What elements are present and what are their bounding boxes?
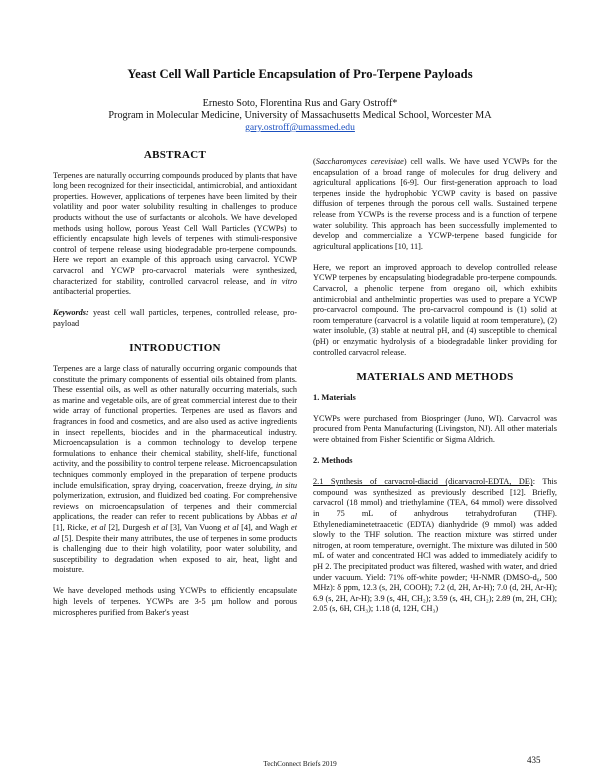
keywords: yeast cell wall particles, terpenes, controlled release, pro-payload: [53, 308, 297, 328]
intro-paragraph-2: We have developed methods using YCWPs to efficiently encapsulate high levels of terpenes. YCWPs are 3-5 µm hollow and porous microspheres purified from Baker's yeast: [53, 586, 297, 617]
method-2-1-paragraph: 2.1 Synthesis of carvacrol-diacid (dicarvacrol-EDTA, DE): This compound was synthesized as previously described [12]. Briefly, carvacrol (18 mmol) and triethylamine (TEA, 64 mmol) were dissolved in 75 mL of anhydrous tetrahydrofuran (THF). Ethylenediaminetetraacetic (EDTA) dianhydride (9 mmol) was added slowly to the THF solution. The reaction mixture was stirred under nitrogen, at room temperature, overnight. The mixture was diluted in 500 mL of water and concentrated HCl was added to immediately acidify to pH 2. The precipitated product was filtered, washed with water, and dried under vacuum. Yield: 71% off-white powder; ¹H-NMR (DMSO-d₆, 500 MHz): δ ppm, 12.3 (s, 2H, COOH); 7.2 (d, 2H, Ar-H); 7.0 (d, 2H, Ar-H); 6.9 (s, 2H, Ar-H); 3.9 (s, 4H, CH₂); 3.59 (s, 4H, CH₂); 2.89 (m, 2H, CH); 2.05 (s, 6H, CH₃); 1.18 (d, 12H, CH₃): [313, 477, 558, 614]
keywords-label: Keywords:: [53, 308, 89, 318]
author-list: Ernesto Soto, Florentina Rus and Gary Ostroff*: [202, 98, 398, 109]
left-column: [53, 150, 297, 629]
materials-subheading: 1. Materials: [313, 392, 356, 402]
page-number: 435: [527, 755, 541, 765]
method-2-1-title: 2.1 Synthesis of carvacrol-diacid (dicarvacrol-EDTA, DE): [313, 477, 533, 487]
right-column: [313, 157, 557, 625]
paper-title: Yeast Cell Wall Particle Encapsulation of Pro-Terpene Payloads: [127, 67, 473, 81]
abstract-paragraph: Terpenes are naturally occurring compounds produced by plants that have long been recognized for their insecticidal, antimicrobial, and antioxidant properties. However, applications of terpenes have been limited by their volatility and poor water solubility resulting in challenges to produce products without the use of surfactants or alcohols. We have developed methods using hollow, porous Yeast Cell Wall Particles (YCWPs) to efficiently encapsulate high levels of terpenes with stimuli-responsive control of terpene release using biodegradable pro-terpene compounds. Here we report an example of this approach using carvacrol. YCWP carvacrol and YCWP pro-carvacrol materials were synthesized, characterized for stability, controlled carvacrol release, and in vitro antibacterial properties.: [53, 170, 297, 297]
right-paragraph-1: (Saccharomyces cerevisiae) cell walls. We have used YCWPs for the encapsulation of a broad range of molecules for drug delivery and agricultural applications [6-9]. Our first-generation approach to load terpenes inside the hydrophobic YCWP cavity is based on passive diffusion of terpenes through the porous cell walls. Sustained terpene release from YCWPs is the reverse process and is a function of terpene water solubility. This approach has been successfully implemented to develop and commercialize a YCWP-terpene based fungicide for agricultural applications [10, 11].: [313, 157, 558, 251]
methods-heading: MATERIALS AND METHODS: [356, 371, 514, 384]
footer-publication: TechConnect Briefs 2019: [263, 760, 337, 768]
email-line: [40, 122, 560, 133]
introduction-heading: INTRODUCTION: [129, 342, 221, 355]
abstract-heading: ABSTRACT: [143, 149, 207, 161]
intro-paragraph-1: Terpenes are a large class of naturally occurring organic compounds that constitute the primary components of essential oils obtained from plants. These essential oils, as well as other naturally occurring materials, such as marine and vegetable oils, are of great commercial interest due to their wide array of functional properties. Terpenes are used as flavors and fragrances in food and cosmetics, and are also used as active ingredients in insect repellents, biocides and in the pharmaceutical industry. Microencapsulation is a common technology to develop terpene formulations to enhance their chemical stability, shelf-life, functional activity, and the possibility to control terpene release. Microencapsulation techniques commonly employed in the preparation of terpene products include emulsification, spray drying, coacervation, freeze drying, in situ polymerization, extrusion, and fluidized bed coating. For comprehensive reviews on microencapsulation of terpenes and their commercial applications, the reader can refer to recent publications by Abbas et al [1], Ricke, et al [2], Durgesh et al [3], Van Vuong et al [4], and Wagh et al [5]. Despite their many attributes, the use of terpenes in some products is challenging due to their high volatility, poor water solubility, and susceptibility to degradation when exposed to air, heat, light and moisture.: [53, 364, 298, 575]
email-link[interactable]: gary.ostroff@umassmed.edu: [245, 122, 355, 133]
materials-paragraph: YCWPs were purchased from Biospringer (Juno, WI). Carvacrol was procured from Penta Manufacturing (Livingston, NJ). All other materials were obtained from Fisher Scientific or Sigma Aldrich.: [313, 413, 557, 445]
methods-subheading: 2. Methods: [313, 456, 353, 466]
right-paragraph-2: Here, we report an improved approach to develop controlled release YCWP terpenes by encapsulating biodegradable pro-terpene compounds. Carvacrol, a phenolic terpene from oregano oil, which exhibits antimicrobial and anthelmintic properties was used to prepare a YCWP pro-carvacrol compound. The pro-carvacrol compound is (1) solid at room temperature (carvacrol is a volatile liquid at room temperature), (2) water insoluble, (3) stable at neutral pH, and (4) susceptible to chemical (pH) or enzymatic hydrolysis of a biodegradable linker providing for controlled carvacrol release.: [313, 262, 557, 357]
affiliation: Program in Molecular Medicine, University of Massachusetts Medical School, Worcester MA: [108, 110, 492, 121]
keywords-line: [53, 308, 297, 329]
